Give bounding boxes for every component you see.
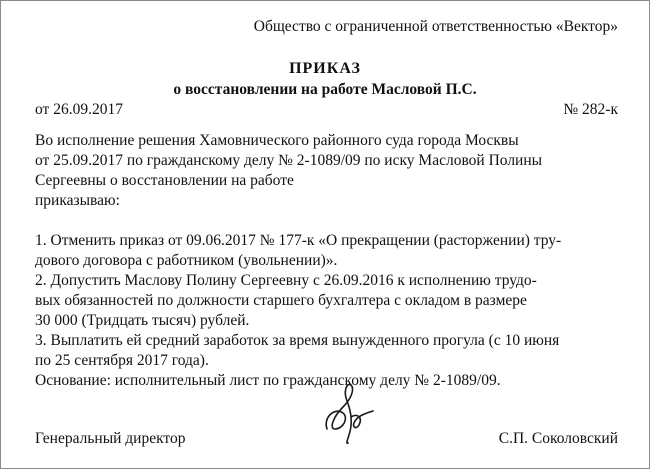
order-keyword: приказываю: [35, 192, 120, 209]
signer-position: Генеральный директор [35, 430, 186, 447]
order-item-line: по 25 сентября 2017 года). [35, 352, 209, 369]
signer-name: С.П. Соколовский [498, 430, 618, 447]
order-item-line: 30 000 (Тридцать тысяч) рублей. [35, 312, 250, 329]
preamble-line: от 25.09.2017 по гражданскому делу № 2-1089/09 по иску Масловой Полины [35, 152, 543, 169]
order-item-line: вых обязанностей по должности старшего бухгалтера с окладом в размере [35, 292, 527, 309]
basis-line: Основание: исполнительный лист по гражданскому делу № 2-1089/09. [35, 372, 501, 389]
document-title: ПРИКАЗ [289, 60, 361, 77]
handwritten-signature [313, 377, 377, 447]
order-item-line: дового договора с работником (увольнении)». [35, 252, 338, 269]
order-item-line: 3. Выплатить ей средний заработок за время вынужденного прогула (с 10 июня [35, 332, 560, 349]
preamble-line: Сергеевны о восстановлении на работе [35, 172, 294, 189]
order-item-line: 2. Допустить Маслову Полину Сергеевну с 26.09.2016 к исполнению трудо- [35, 272, 537, 289]
order-date: от 26.09.2017 [35, 101, 123, 118]
order-item-line: 1. Отменить приказ от 09.06.2017 № 177-к «О прекращении (расторжении) тру- [35, 232, 562, 249]
organization-name: Общество с ограниченной ответственностью «Вектор» [253, 18, 618, 35]
order-number: № 282-к [563, 101, 618, 118]
paragraph-gap [35, 211, 620, 231]
order-body [35, 131, 620, 391]
preamble-line: Во исполнение решения Хамовнического районного суда города Москвы [35, 132, 519, 149]
document-subtitle: о восстановлении на работе Масловой П.С. [173, 81, 477, 98]
